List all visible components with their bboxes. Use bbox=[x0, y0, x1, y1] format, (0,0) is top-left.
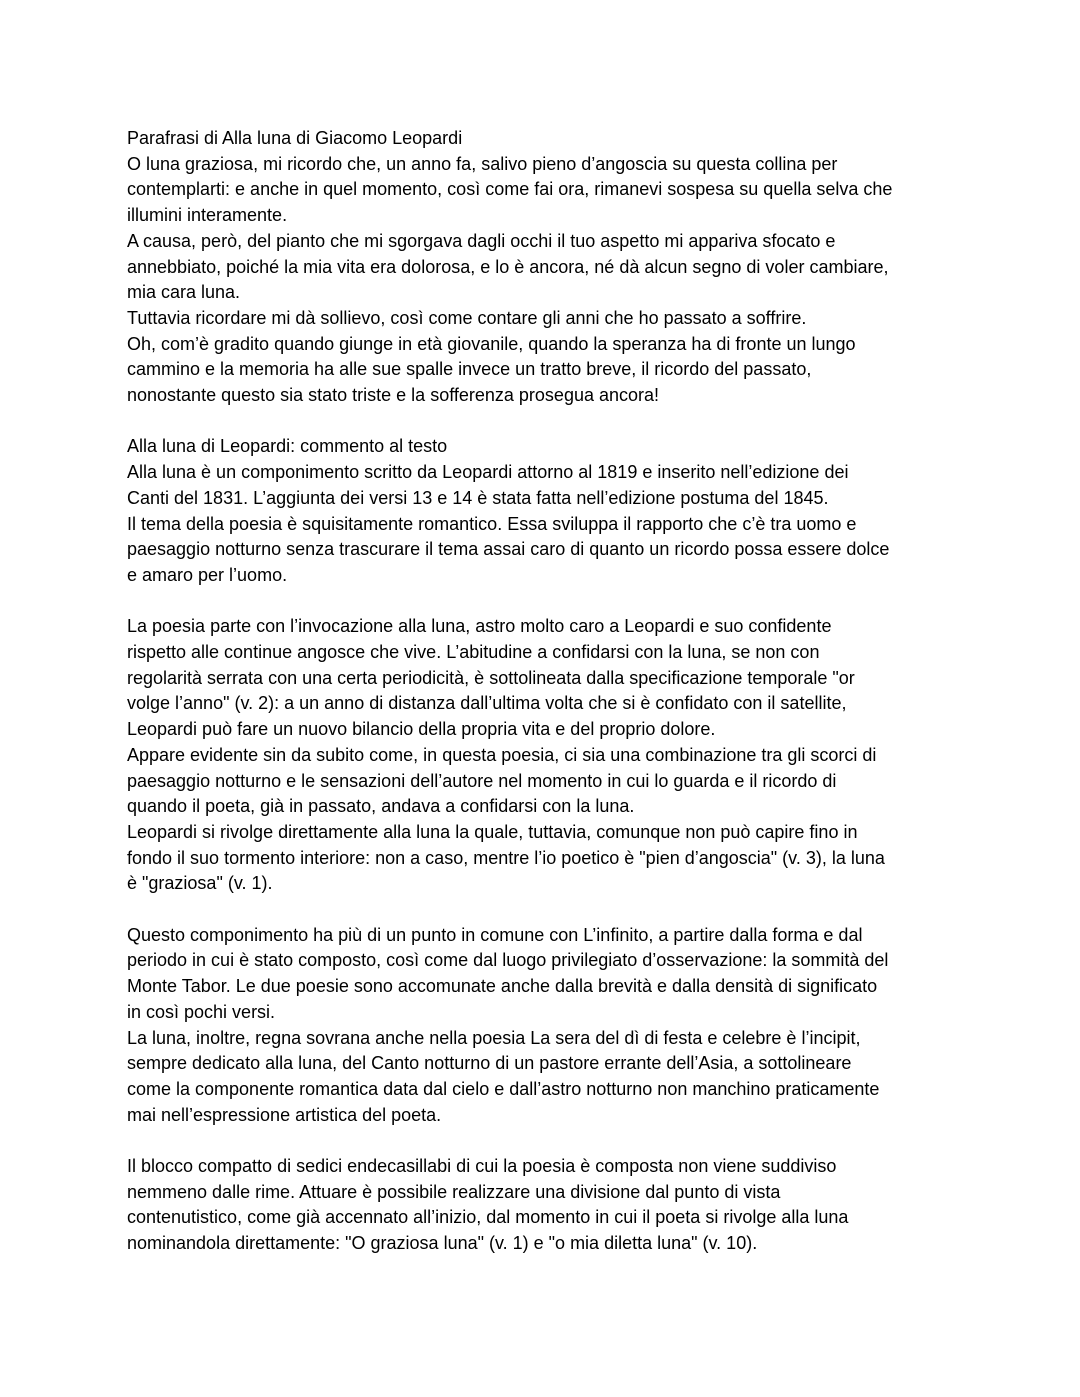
paragraph-line: Oh, com’è gradito quando giunge in età giovanile, quando la speranza ha di fronte un lungo bbox=[127, 333, 856, 354]
paragraph-line: Leopardi si rivolge direttamente alla luna la quale, tuttavia, comunque non può capire fino in bbox=[127, 821, 858, 842]
paragraph-line: Questo componimento ha più di un punto in comune con L’infinito, a partire dalla forma e dal bbox=[127, 924, 863, 945]
paragraph-line: periodo in cui è stato composto, così come dal luogo privilegiato d’osservazione: la sommità del bbox=[127, 950, 889, 971]
paragraph-line: nemmeno dalle rime. Attuare è possibile realizzare una divisione dal punto di vista bbox=[127, 1181, 781, 1202]
paragraph-spacer bbox=[127, 897, 967, 923]
paragraph-line: paesaggio notturno e le sensazioni dell’autore nel momento in cui lo guarda e il ricordo di bbox=[127, 770, 837, 791]
paragraph-line: contemplarti: e anche in quel momento, così come fai ora, rimanevi sospesa su quella selva che bbox=[127, 179, 893, 200]
paragraph-line: rispetto alle continue angosce che vive. L’abitudine a confidarsi con la luna, se non con bbox=[127, 642, 820, 663]
paragraph-line: è "graziosa" (v. 1). bbox=[127, 873, 273, 894]
paragraph-line: La luna, inoltre, regna sovrana anche nella poesia La sera del dì di festa e celebre è l’incipit, bbox=[127, 1027, 861, 1048]
paragraph-line: Il tema della poesia è squisitamente romantico. Essa sviluppa il rapporto che c’è tra uomo e bbox=[127, 513, 857, 534]
paragraph-line: cammino e la memoria ha alle sue spalle invece un tratto breve, il ricordo del passato, bbox=[127, 359, 812, 380]
paragraph-spacer bbox=[127, 409, 967, 435]
paragraph-line: sempre dedicato alla luna, del Canto notturno di un pastore errante dell’Asia, a sottolineare bbox=[127, 1053, 852, 1074]
paragraph-line: nominandola direttamente: "O graziosa luna" (v. 1) e "o mia diletta luna" (v. 10). bbox=[127, 1233, 758, 1254]
paragraph-line: contenutistico, come già accennato all’inizio, dal momento in cui il poeta si rivolge alla luna bbox=[127, 1207, 849, 1228]
paragraph-line: La poesia parte con l’invocazione alla luna, astro molto caro a Leopardi e suo confidente bbox=[127, 616, 832, 637]
paragraph-line: O luna graziosa, mi ricordo che, un anno fa, salivo pieno d’angoscia su questa collina per bbox=[127, 153, 838, 174]
paragraph-line: paesaggio notturno senza trascurare il tema assai caro di quanto un ricordo possa essere dolce bbox=[127, 539, 890, 560]
paragraph-line: Monte Tabor. Le due poesie sono accomunate anche dalla brevità e dalla densità di significato bbox=[127, 976, 878, 997]
paragraph-line: e amaro per l’uomo. bbox=[127, 564, 288, 585]
paragraph-line: fondo il suo tormento interiore: non a caso, mentre l’io poetico è "pien d’angoscia" (v. 3), la luna bbox=[127, 847, 885, 868]
paragraph-line: in così pochi versi. bbox=[127, 1001, 276, 1022]
paragraph-line: annebbiato, poiché la mia vita era dolorosa, e lo è ancora, né dà alcun segno di voler cambiare, bbox=[127, 256, 889, 277]
paragraph-line: A causa, però, del pianto che mi sgorgava dagli occhi il tuo aspetto mi appariva sfocato e bbox=[127, 230, 836, 251]
paragraph-line: Leopardi può fare un nuovo bilancio della propria vita e del proprio dolore. bbox=[127, 719, 716, 740]
section-title-parafrasi: Parafrasi di Alla luna di Giacomo Leopardi bbox=[127, 128, 463, 148]
paragraph-line: mai nell’espressione artistica del poeta. bbox=[127, 1104, 442, 1125]
paragraph-spacer bbox=[127, 589, 967, 615]
paragraph-line: Canti del 1831. L’aggiunta dei versi 13 e 14 è stata fatta nell’edizione postuma del 1845. bbox=[127, 487, 829, 508]
paragraph-line: come la componente romantica data dal cielo e dall’astro notturno non manchino praticamente bbox=[127, 1078, 880, 1099]
paragraph-line: nonostante questo sia stato triste e la sofferenza prosegua ancora! bbox=[127, 385, 660, 406]
paragraph-line: Tuttavia ricordare mi dà sollievo, così come contare gli anni che ho passato a soffrire. bbox=[127, 307, 807, 328]
document-page bbox=[127, 126, 967, 1257]
paragraph-line: quando il poeta, già in passato, andava a confidarsi con la luna. bbox=[127, 796, 635, 817]
section-title-commento: Alla luna di Leopardi: commento al testo bbox=[127, 436, 448, 457]
paragraph-line: regolarità serrata con una certa periodicità, è sottolineata dalla specificazione temporale "or bbox=[127, 667, 855, 688]
paragraph-line: Appare evidente sin da subito come, in questa poesia, ci sia una combinazione tra gli scorci di bbox=[127, 744, 877, 765]
paragraph-line: volge l’anno" (v. 2): a un anno di distanza dall’ultima volta che si è confidato con il satellite, bbox=[127, 693, 847, 714]
paragraph-line: illumini interamente. bbox=[127, 205, 288, 226]
paragraph-spacer bbox=[127, 1128, 967, 1154]
paragraph-line: Alla luna è un componimento scritto da Leopardi attorno al 1819 e inserito nell’edizione dei bbox=[127, 462, 849, 483]
paragraph-line: Il blocco compatto di sedici endecasillabi di cui la poesia è composta non viene suddiviso bbox=[127, 1156, 837, 1177]
paragraph-line: mia cara luna. bbox=[127, 282, 241, 303]
